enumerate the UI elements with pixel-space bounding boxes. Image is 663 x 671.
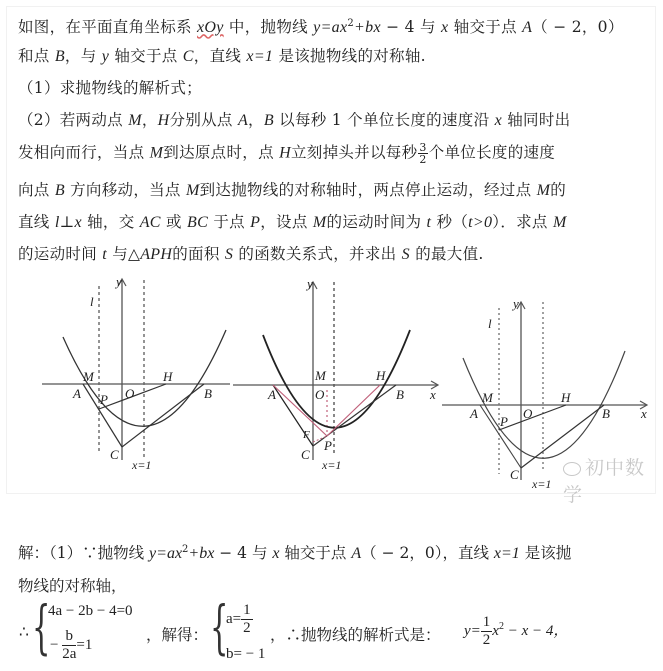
math: x — [272, 545, 280, 562]
text: ，与 — [64, 47, 102, 65]
math: AC — [139, 214, 161, 231]
text: 到达原点时，点 — [163, 143, 280, 162]
math: M — [552, 214, 567, 231]
solution-b: b= − 1 — [226, 646, 266, 662]
math: y=ax — [149, 545, 183, 562]
text: 与△ — [106, 245, 141, 263]
solution-a — [226, 602, 253, 637]
solved-text: ，解得： — [146, 626, 209, 644]
text: 轴同时出 — [502, 111, 571, 129]
rhs: =1 — [76, 636, 93, 653]
label-l: l — [90, 294, 94, 309]
math: M — [128, 112, 142, 129]
label-H: H — [376, 368, 386, 383]
math: y= — [464, 622, 481, 639]
text: 的函数关系式，并求出 — [233, 245, 402, 263]
label-M: M — [482, 390, 493, 405]
label-B: B — [396, 387, 404, 402]
math: C — [182, 48, 194, 65]
text: 的最大值. — [409, 245, 484, 263]
text: 的 — [550, 181, 567, 199]
text: 立刻掉头并以每秒 — [290, 143, 418, 162]
minus: − — [50, 636, 59, 653]
math: t>0 — [468, 214, 493, 231]
diagram-2 — [230, 270, 442, 480]
math: H — [157, 112, 170, 129]
fraction-b-2a — [62, 628, 76, 663]
text: 解：（1）∵抛物线 — [18, 544, 150, 562]
text: 轴交于点 — [279, 544, 352, 562]
text: 方向移动，当点 — [64, 181, 186, 199]
text: 个单位长度的速度 — [428, 143, 556, 162]
text: 的面积 — [172, 245, 225, 263]
math: t — [426, 214, 432, 231]
math: A — [522, 19, 533, 37]
watermark — [563, 453, 663, 507]
numerator: b — [62, 628, 76, 646]
problem-line-8 — [18, 244, 484, 265]
label-C: C — [110, 447, 119, 462]
text: 分别从点 — [169, 111, 238, 129]
text: 发相向而行，当点 — [18, 143, 150, 162]
label-y: y — [513, 296, 519, 311]
problem-line-6 — [18, 180, 566, 201]
label-A: A — [470, 406, 478, 421]
text: 轴交于点 — [448, 18, 523, 37]
text: 以每秒 1 个单位长度的速度沿 — [273, 111, 495, 129]
text: 或 — [160, 213, 188, 231]
denominator: 2 — [482, 632, 491, 648]
math: M — [149, 144, 164, 162]
label-M: M — [83, 369, 94, 384]
text: 是该抛 — [519, 544, 572, 562]
label-C: C — [510, 467, 519, 482]
text: 轴交于点 — [109, 47, 183, 65]
problem-line-3: （1）求抛物线的解析式； — [18, 79, 202, 97]
math: APH — [140, 246, 173, 263]
label-P: P — [324, 438, 332, 453]
solution-line-1 — [18, 541, 571, 563]
math: x — [492, 622, 499, 639]
text: ，设点 — [260, 213, 313, 231]
math: y — [101, 48, 110, 65]
label-B: B — [204, 386, 212, 401]
text: − 4 与 — [380, 18, 442, 37]
label-H: H — [561, 390, 571, 405]
text: （2）若两动点 — [18, 111, 129, 129]
text: 中，抛物线 — [223, 18, 314, 37]
math-sup: 2 — [498, 620, 504, 632]
text: 直线 — [18, 213, 55, 231]
label-M: M — [315, 368, 326, 383]
math: S — [401, 246, 410, 263]
math: − x − 4， — [503, 622, 569, 639]
math: x — [74, 214, 82, 231]
text: （ − 2，0），直线 — [361, 544, 494, 562]
text: ，直线 — [193, 47, 247, 65]
math: B — [54, 182, 65, 199]
therefore-symbol: ∴ — [19, 623, 29, 641]
problem-line-1 — [18, 14, 624, 38]
math: y=ax — [313, 19, 348, 37]
numerator: 1 — [482, 614, 491, 630]
label-y: y — [307, 276, 313, 291]
conclusion-text: ，∴抛物线的解析式是： — [270, 626, 441, 644]
text: 的运动时间为 — [326, 213, 427, 231]
label-O: O — [315, 387, 325, 402]
math: M — [312, 214, 327, 231]
label-x-equals-1: x=1 — [532, 477, 552, 491]
label-A: A — [268, 387, 276, 402]
label-F: F — [303, 429, 310, 441]
numerator: 1 — [243, 602, 251, 618]
label-H: H — [163, 369, 173, 384]
math: A — [237, 112, 249, 129]
label-x-equals-1: x=1 — [322, 458, 342, 472]
math-xoy: xOy — [197, 19, 224, 37]
text: − 4 与 — [214, 544, 273, 562]
math: x — [494, 112, 502, 129]
problem-line-5 — [18, 142, 555, 165]
math: B — [263, 112, 274, 129]
system-eq-2 — [50, 628, 92, 663]
math: A — [351, 545, 362, 562]
label-y: y — [116, 274, 122, 289]
math: S — [224, 246, 234, 263]
text: ， — [248, 111, 264, 129]
solution-line-2: 物线的对称轴， — [18, 577, 127, 595]
math: t — [102, 246, 107, 263]
math-sup: 2 — [182, 543, 189, 555]
label-B: B — [602, 406, 610, 421]
label-O: O — [523, 406, 533, 421]
label-x: x — [430, 387, 436, 402]
fraction-1-2 — [481, 614, 493, 649]
problem-line-2 — [18, 46, 426, 67]
fraction-3-2 — [418, 142, 427, 165]
diagram-1 — [0, 270, 232, 480]
text: 是该抛物线的对称轴. — [273, 47, 426, 65]
problem-line-4 — [18, 110, 570, 131]
text: ⊥ — [59, 213, 75, 231]
label-A: A — [73, 386, 81, 401]
text: 和点 — [18, 47, 55, 65]
text: 秒（ — [431, 213, 469, 231]
text: ）．求点 — [492, 213, 553, 231]
text: 如图，在平面直角坐标系 — [18, 18, 198, 37]
segment-PH — [327, 385, 380, 436]
math: B — [54, 48, 65, 65]
text: 的运动时间 — [18, 245, 103, 263]
left-brace-2: { — [210, 593, 229, 661]
math: M — [536, 182, 551, 199]
math: x=1 — [246, 48, 274, 65]
parabola — [263, 330, 410, 428]
denominator: 2 — [243, 620, 251, 636]
segment-PH — [499, 405, 566, 430]
text: （ − 2，0） — [532, 18, 624, 37]
text: ， — [141, 111, 158, 129]
watermark-text: 初中数学 — [563, 457, 646, 506]
label-P: P — [500, 414, 508, 429]
a-lhs: a= — [226, 610, 242, 627]
denominator: 2a — [62, 646, 77, 662]
wechat-logo-icon — [563, 462, 581, 476]
label-x-equals-1: x=1 — [132, 458, 152, 472]
label-l: l — [488, 316, 492, 331]
problem-line-7 — [18, 212, 567, 233]
system-eq-1: 4a − 2b − 4=0 — [48, 603, 133, 619]
math: +bx — [354, 19, 381, 37]
math: l — [54, 214, 60, 231]
label-C: C — [301, 447, 310, 462]
math: x=1 — [493, 545, 520, 562]
text: 轴，交 — [81, 213, 140, 231]
label-O: O — [125, 386, 135, 401]
math: M — [185, 182, 200, 199]
math: H — [279, 144, 291, 162]
math-sup: 2 — [347, 18, 355, 29]
text: 到达抛物线的对称轴时，两点停止运动，经过点 — [199, 181, 537, 199]
text: 向点 — [18, 181, 55, 199]
fraction-1-2 — [241, 602, 253, 637]
label-P: P — [100, 392, 108, 407]
left-brace-1: { — [32, 593, 51, 661]
label-x: x — [641, 406, 647, 421]
final-equation — [464, 614, 568, 649]
math: P — [250, 214, 261, 231]
numerator: 3 — [419, 141, 427, 154]
math: +bx — [188, 545, 215, 562]
denominator: 2 — [419, 153, 427, 166]
text: 于点 — [208, 213, 251, 231]
math: x — [441, 19, 449, 37]
math: BC — [187, 214, 209, 231]
